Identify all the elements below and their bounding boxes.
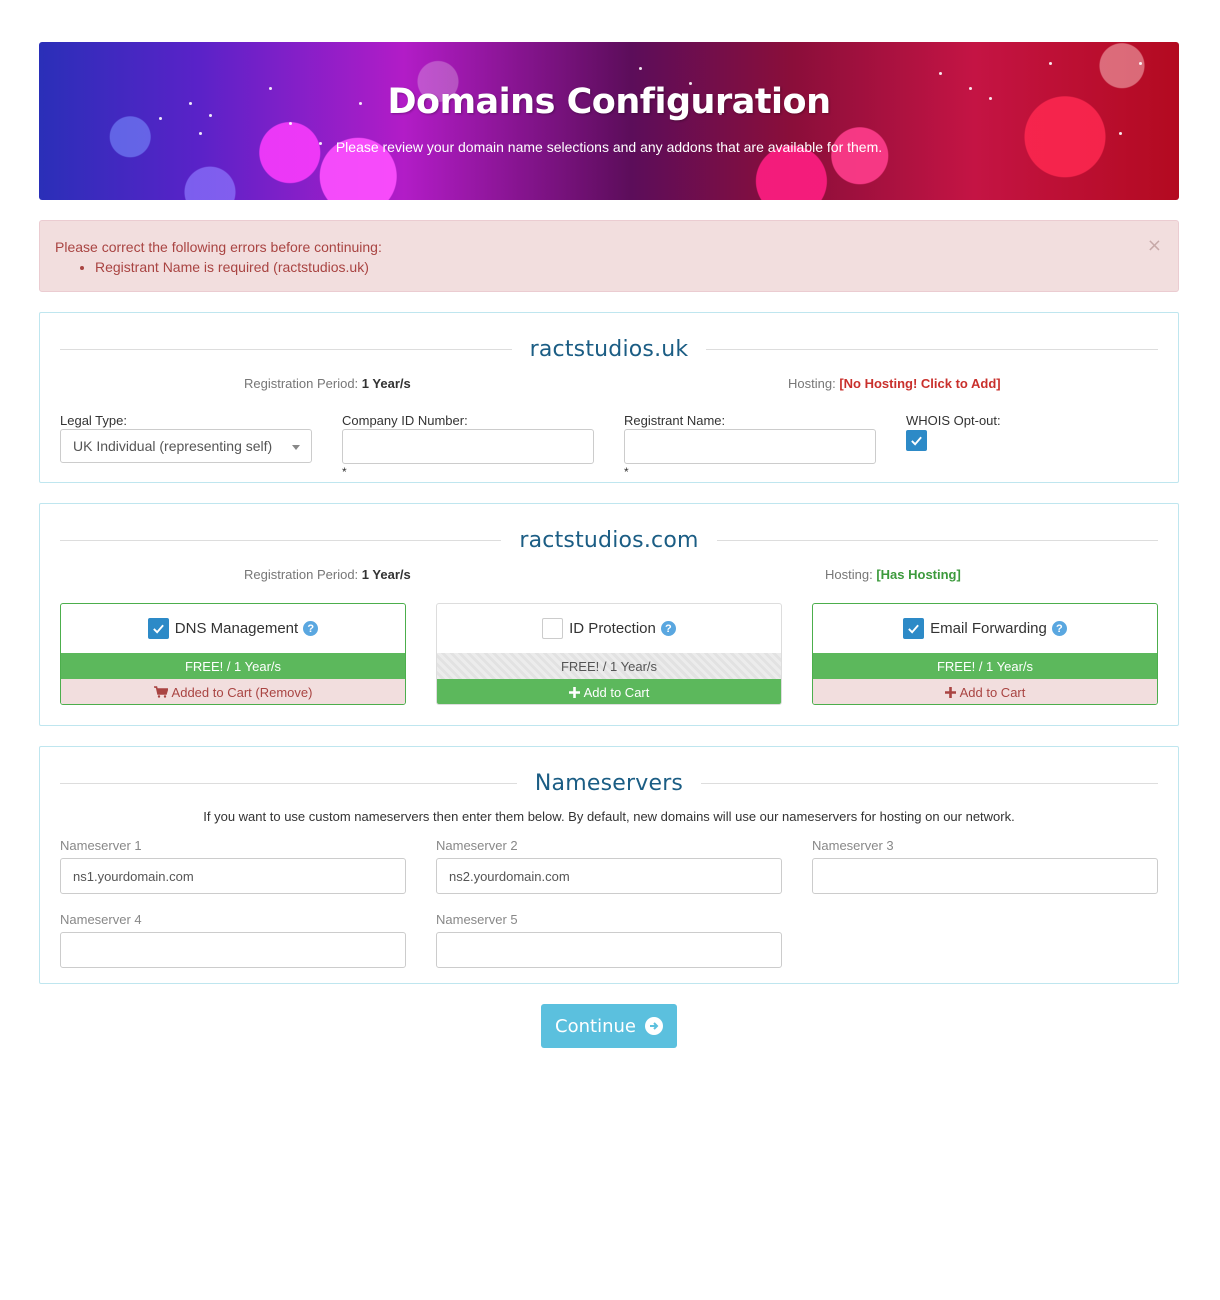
plus-icon [945,687,956,698]
nameserver-label: Nameserver 1 [60,838,142,853]
hosting-value: [Has Hosting] [876,567,961,582]
hosting-label: Hosting: [788,376,836,391]
required-marker: * [624,465,629,479]
addon-header[interactable] [813,604,1157,653]
question-circle-icon[interactable]: ? [303,621,318,636]
company-id-label: Company ID Number: [342,413,468,428]
continue-button[interactable] [541,1004,677,1048]
addon-action-label: Add to Cart [583,684,650,700]
period-label: Registration Period: [244,567,359,582]
nameserver-1-input[interactable]: ns1.yourdomain.com [60,858,406,894]
addon-dns-management [60,603,406,705]
add-hosting-link[interactable]: [No Hosting! Click to Add] [839,376,1001,391]
addon-action-label: Add to Cart [959,684,1026,700]
nameservers-panel [39,746,1179,984]
domain-panel-com [39,503,1179,726]
nameserver-4-input[interactable] [60,932,406,968]
nameserver-label: Nameserver 3 [812,838,894,853]
addon-price: FREE! / 1 Year/s [437,653,781,679]
page-subtitle: Please review your domain name selections and any addons that are available for them. [335,139,883,155]
close-icon[interactable]: × [1146,235,1162,256]
hosting-label: Hosting: [825,567,873,582]
addon-checkbox[interactable] [903,618,924,639]
addon-header[interactable] [437,604,781,653]
nameservers-description: If you want to use custom nameservers then enter them below. By default, new domains will use our nameservers for hosting on our network. [203,809,1015,824]
registrant-name-label: Registrant Name: [624,413,726,428]
period-value: 1 Year/s [361,567,411,582]
nameserver-5-input[interactable] [436,932,782,968]
period-value: 1 Year/s [361,376,411,391]
addon-label: ID Protection [569,620,656,637]
legal-type-select[interactable] [60,429,312,463]
nameserver-label: Nameserver 5 [436,912,518,927]
period-label: Registration Period: [244,376,359,391]
continue-label: Continue [555,1015,636,1037]
legal-type-label: Legal Type: [60,413,127,428]
page-title: Domains Configuration [387,82,831,122]
page-banner [39,42,1179,200]
addon-checkbox[interactable] [148,618,169,639]
nameserver-2-input[interactable]: ns2.yourdomain.com [436,858,782,894]
remove-from-cart-button[interactable] [61,679,405,705]
question-circle-icon[interactable]: ? [661,621,676,636]
addon-checkbox[interactable] [542,618,563,639]
error-alert [39,220,1179,292]
addon-action-label: Added to Cart (Remove) [171,684,313,700]
section-title: Nameservers [517,771,701,796]
domain-panel-uk [39,312,1179,483]
plus-icon [569,687,580,698]
add-to-cart-button[interactable] [437,679,781,705]
nameservers-title [60,768,1158,798]
company-id-input[interactable] [342,429,594,464]
shopping-cart-icon [154,686,168,698]
addon-price: FREE! / 1 Year/s [813,653,1157,679]
question-circle-icon[interactable]: ? [1052,621,1067,636]
domain-title-com [60,525,1158,555]
required-marker: * [342,465,347,479]
hosting-status [788,376,1001,391]
caret-down-icon [292,445,300,450]
whois-optout-checkbox[interactable] [906,430,927,451]
alert-message: Please correct the following errors before continuing: [55,239,382,255]
nameserver-3-input[interactable] [812,858,1158,894]
hosting-status [825,567,961,582]
check-icon [910,434,923,447]
add-to-cart-button[interactable] [813,679,1157,705]
addon-header[interactable] [61,604,405,653]
addon-id-protection [436,603,782,705]
domain-name: ractstudios.com [501,528,716,553]
check-icon [152,622,165,635]
nameserver-label: Nameserver 4 [60,912,142,927]
domain-title-uk [60,334,1158,364]
legal-type-value: UK Individual (representing self) [73,438,273,454]
registrant-name-input[interactable] [624,429,876,464]
error-item: • Registrant Name is required (ractstudios.uk) [95,257,1163,277]
addon-email-forwarding [812,603,1158,705]
addon-label: Email Forwarding [930,620,1047,637]
domain-name: ractstudios.uk [512,337,707,362]
addon-price: FREE! / 1 Year/s [61,653,405,679]
check-icon [907,622,920,635]
whois-optout-label: WHOIS Opt-out: [906,413,1001,428]
addon-label: DNS Management [174,620,299,637]
error-list [55,257,1163,277]
nameserver-label: Nameserver 2 [436,838,518,853]
arrow-circle-right-icon [645,1017,663,1035]
registration-period [244,376,411,391]
registration-period [244,567,411,582]
